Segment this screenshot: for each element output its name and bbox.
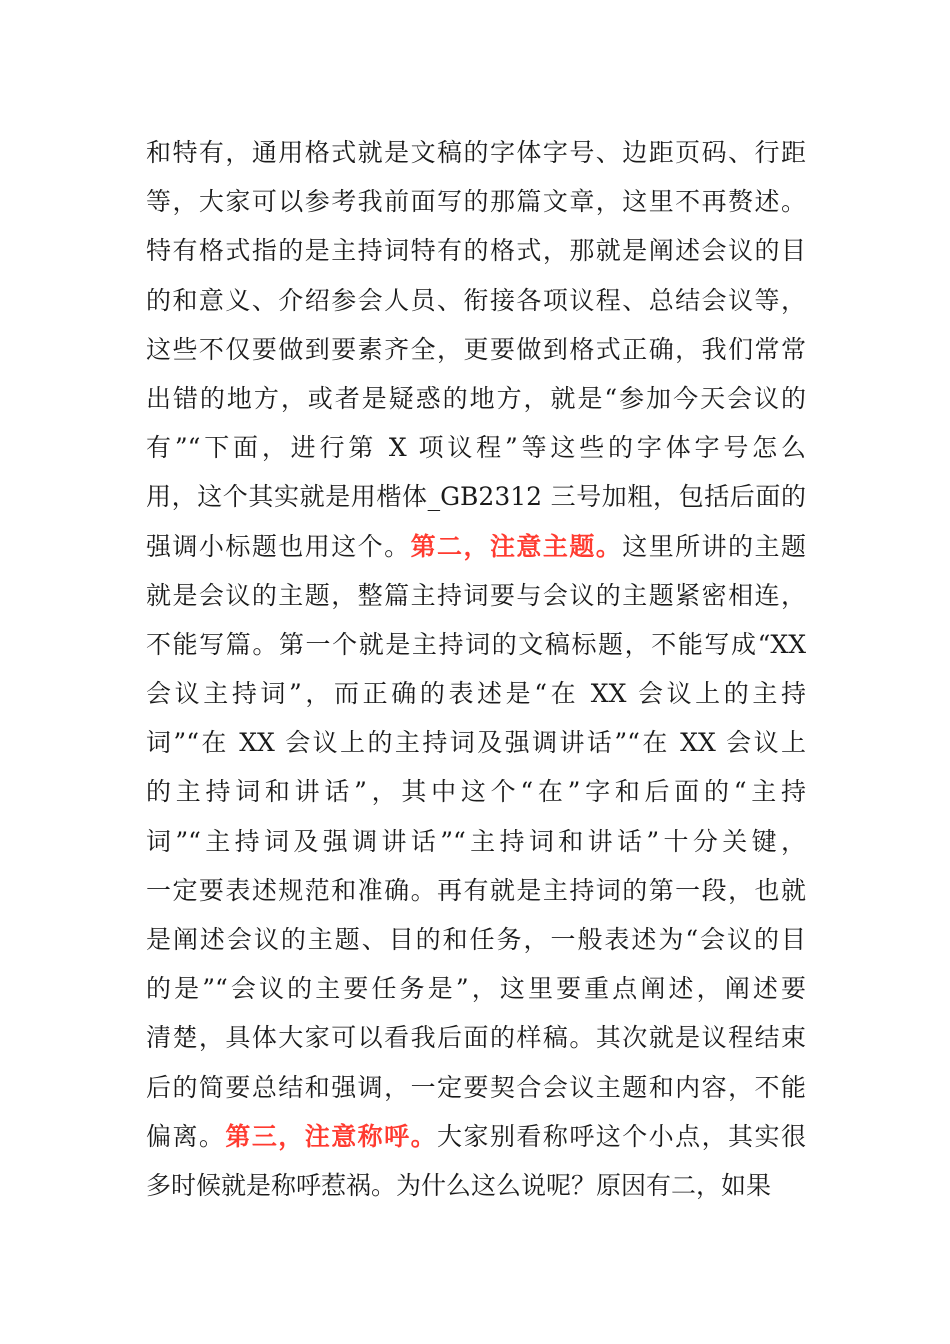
highlighted-heading: 第二，注意主题。 (410, 531, 623, 561)
text-line (146, 571, 806, 620)
text-segment: 特有格式指的是主持词特有的格式，那就是阐述会议的目 (146, 236, 806, 266)
text-line (146, 522, 806, 571)
text-line (146, 1112, 806, 1161)
text-segment: 会议主持词”，而正确的表述是“在 XX 会议上的主持 (146, 679, 806, 709)
text-segment: 就是会议的主题，整篇主持词要与会议的主题紧密相连， (146, 580, 806, 610)
text-segment: 这些不仅要做到要素齐全，更要做到格式正确，我们常常 (146, 334, 806, 364)
text-segment: 有”“下面，进行第 X 项议程”等这些的字体字号怎么 (146, 433, 806, 463)
text-segment: 词”“在 XX 会议上的主持词及强调讲话”“在 XX 会议上 (146, 728, 806, 758)
text-line (146, 817, 806, 866)
text-segment: 的和意义、介绍参会人员、衔接各项议程、总结会议等， (146, 285, 806, 315)
text-line (146, 669, 806, 718)
text-line (146, 325, 806, 374)
text-line (146, 374, 806, 423)
text-line (146, 620, 806, 669)
text-segment: 词”“主持词及强调讲话”“主持词和讲话”十分关键， (146, 826, 806, 856)
text-line (146, 915, 806, 964)
text-segment: 的主持词和讲话”，其中这个“在”字和后面的“主持 (146, 777, 806, 807)
text-line (146, 177, 806, 226)
text-line (146, 423, 806, 472)
text-segment: 等，大家可以参考我前面写的那篇文章，这里不再赘述。 (146, 187, 806, 217)
text-line (146, 226, 806, 275)
text-line (146, 1013, 806, 1062)
text-line (146, 472, 806, 521)
text-segment: 清楚，具体大家可以看我后面的样稿。其次就是议程结束 (146, 1023, 806, 1053)
text-segment: 的是”“会议的主要任务是”，这里要重点阐述，阐述要 (146, 974, 806, 1004)
text-line (146, 128, 806, 177)
text-line (146, 718, 806, 767)
text-line (146, 964, 806, 1013)
text-segment: 大家别看称呼这个小点，其实很 (437, 1121, 806, 1151)
text-line (146, 767, 806, 816)
text-segment: 偏离。 (146, 1121, 226, 1151)
text-segment: 强调小标题也用这个。 (146, 531, 411, 561)
body-paragraph (146, 128, 806, 1210)
text-segment: 和特有，通用格式就是文稿的字体字号、边距页码、行距 (146, 138, 806, 167)
text-segment: 一定要表述规范和准确。再有就是主持词的第一段，也就 (146, 875, 806, 905)
text-line (146, 866, 806, 915)
text-line (146, 1063, 806, 1112)
text-segment: 多时候就是称呼惹祸。为什么这么说呢？原因有二，如果 (146, 1170, 772, 1200)
text-segment: 这里所讲的主题 (622, 531, 806, 561)
text-segment: 出错的地方，或者是疑惑的地方，就是“参加今天会议的 (146, 383, 806, 413)
text-line (146, 1161, 806, 1210)
text-segment: 用，这个其实就是用楷体_GB2312 三号加粗，包括后面的 (146, 482, 806, 512)
text-segment: 不能写篇。第一个就是主持词的文稿标题，不能写成“XX (146, 629, 806, 659)
text-line (146, 276, 806, 325)
highlighted-heading: 第三，注意称呼。 (225, 1121, 438, 1151)
text-segment: 是阐述会议的主题、目的和任务，一般表述为“会议的目 (146, 925, 806, 954)
text-segment: 后的简要总结和强调，一定要契合会议主题和内容，不能 (146, 1072, 806, 1102)
